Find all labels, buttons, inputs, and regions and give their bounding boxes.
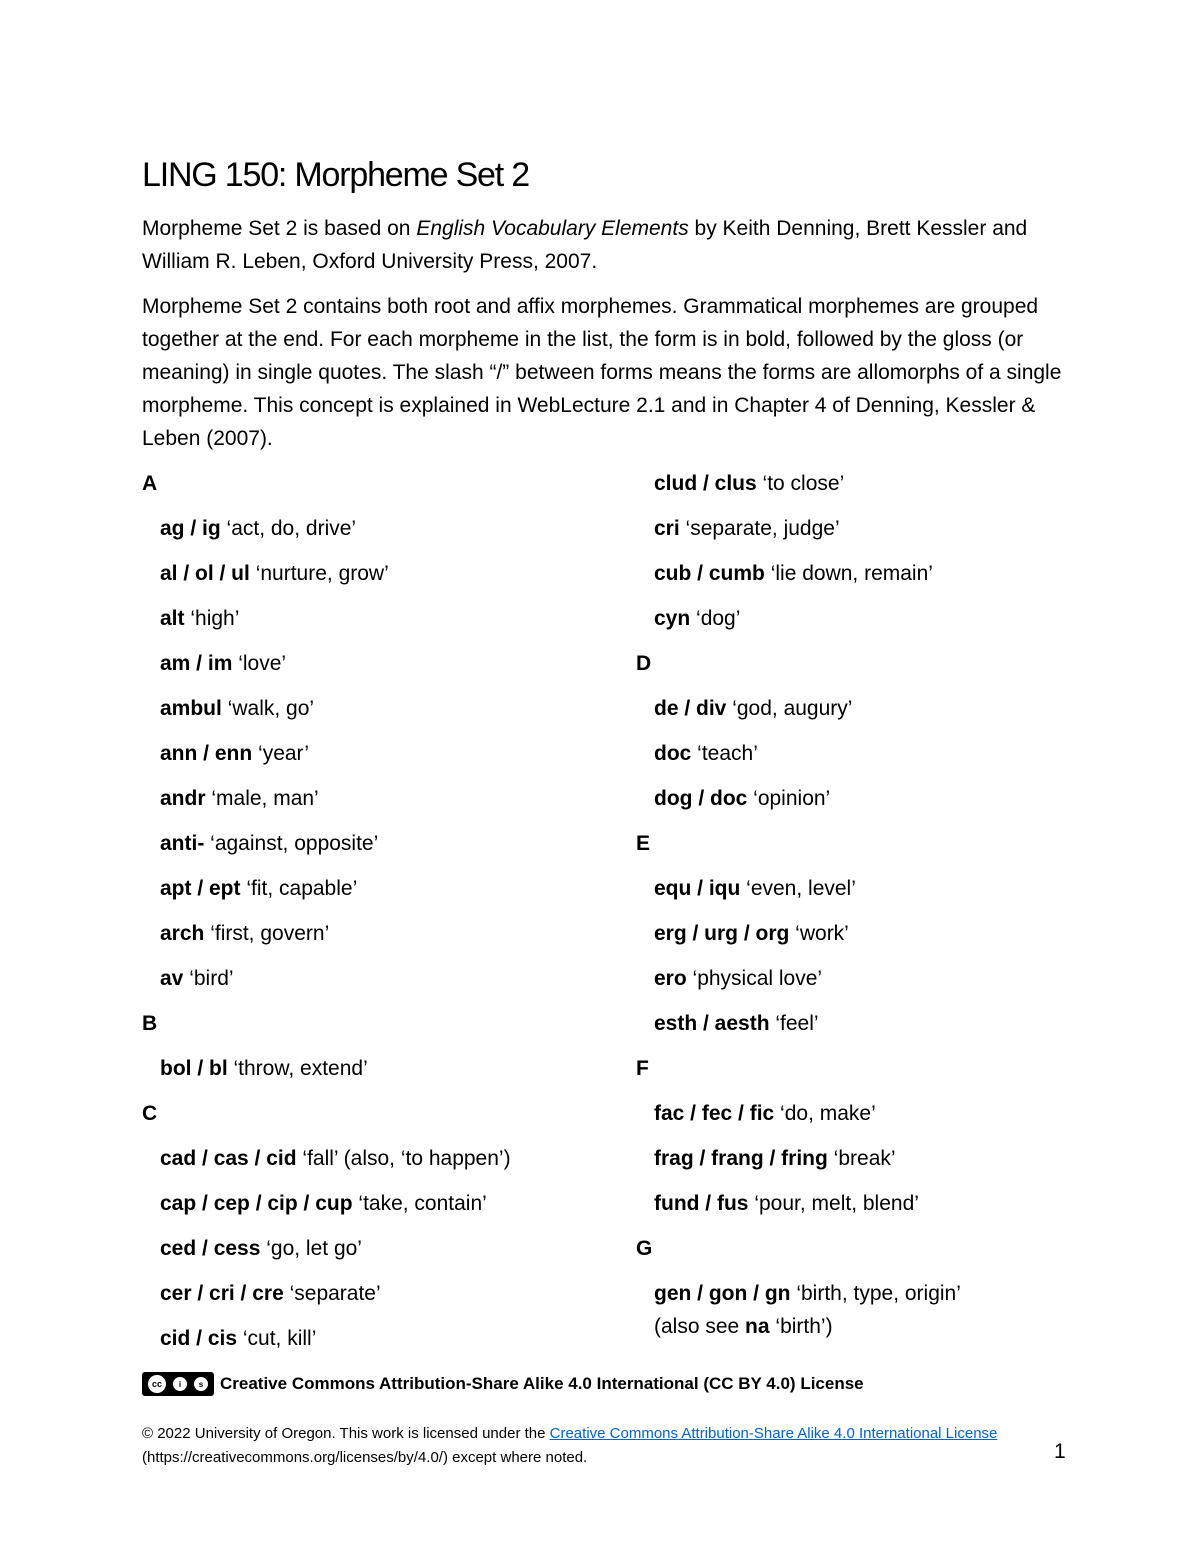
- morpheme-entry: [636, 467, 1116, 512]
- copyright-notice: © 2022 University of Oregon. This work is licensed under the Creative Commons Attribution-Share Alike 4.0 International License (https://creativecommons.org/licenses/by/4.0/) except where noted.: [142, 1425, 998, 1466]
- morpheme-entry: [142, 1187, 622, 1232]
- morpheme-entry: [142, 1052, 622, 1097]
- morpheme-list-right: [636, 467, 1116, 1343]
- morpheme-entry: [636, 1097, 1116, 1142]
- morpheme-gloss: ‘nurture, grow’: [249, 562, 389, 585]
- morpheme-gloss: ‘go, let go’: [260, 1237, 362, 1260]
- morpheme-gloss: ‘break’: [827, 1147, 896, 1170]
- morpheme-form: cub / cumb: [654, 562, 765, 585]
- morpheme-form: anti-: [160, 832, 205, 855]
- morpheme-entry: [142, 692, 622, 737]
- morpheme-note: (also see: [654, 1315, 746, 1338]
- morpheme-gloss: ‘against, opposite’: [204, 832, 379, 855]
- license-link[interactable]: Creative Commons Attribution-Share Alike 4.0 International License: [549, 1425, 998, 1442]
- morpheme-gloss: ‘to close’: [756, 472, 845, 495]
- morpheme-entry: [142, 1277, 622, 1322]
- morpheme-entry: [636, 1142, 1116, 1187]
- morpheme-gloss: ‘male, man’: [205, 787, 319, 810]
- morpheme-form: dog / doc: [654, 787, 748, 810]
- morpheme-gloss: ‘cut, kill’: [237, 1327, 317, 1350]
- morpheme-entry: [142, 872, 622, 917]
- morpheme-entry: [636, 737, 1116, 782]
- morpheme-entry: [636, 557, 1116, 602]
- morpheme-entry: [142, 602, 622, 647]
- morpheme-entry: [142, 1232, 622, 1277]
- morpheme-form: frag / frang / fring: [654, 1147, 828, 1170]
- morpheme-gloss: ‘high’: [184, 607, 240, 630]
- morpheme-gloss: ‘year’: [252, 742, 309, 765]
- section-letter: A: [142, 472, 158, 495]
- section-letter: F: [636, 1057, 649, 1080]
- morpheme-form: cap / cep / cip / cup: [160, 1192, 353, 1215]
- morpheme-entry: [636, 602, 1116, 647]
- morpheme-form: de / div: [654, 697, 727, 720]
- morpheme-form: doc: [654, 742, 692, 765]
- morpheme-gloss: ‘pour, melt, blend’: [748, 1192, 919, 1215]
- license-line: [142, 1372, 864, 1396]
- morpheme-entry: [142, 827, 622, 872]
- morpheme-gloss: ‘first, govern’: [204, 922, 330, 945]
- morpheme-entry: [142, 1142, 622, 1187]
- cc-icon: cc: [146, 1373, 168, 1395]
- morpheme-entry: [636, 1007, 1116, 1052]
- intro-paragraph-description: Morpheme Set 2 contains both root and affix morphemes. Grammatical morphemes are grouped together at the end. For each morpheme in the list, the form is in bold, followed by the gloss (or meaning) in single quotes. The slash “/” between forms means the forms are allomorphs of a single morpheme. This concept is explained in WebLecture 2.1 and in Chapter 4 of Denning, Kessler & Leben (2007).: [142, 295, 1062, 450]
- morpheme-entry: [636, 917, 1116, 962]
- intro-paragraph-source: Morpheme Set 2 is based on English Vocabulary Elements by Keith Denning, Brett Kessler and William R. Leben, Oxford University Press, 2007.: [142, 217, 1028, 273]
- share-alike-icon: s: [192, 1375, 210, 1393]
- morpheme-form: andr: [160, 787, 206, 810]
- morpheme-form: ambul: [160, 697, 222, 720]
- morpheme-note-form: na: [745, 1315, 770, 1338]
- morpheme-form: gen / gon / gn: [654, 1282, 791, 1305]
- morpheme-gloss: ‘teach’: [691, 742, 758, 765]
- morpheme-form: cri: [654, 517, 680, 540]
- morpheme-gloss: ‘separate, judge’: [679, 517, 840, 540]
- morpheme-form: cad / cas / cid: [160, 1147, 297, 1170]
- morpheme-form: cid / cis: [160, 1327, 238, 1350]
- morpheme-gloss: ‘god, augury’: [726, 697, 853, 720]
- morpheme-form: cer / cri / cre: [160, 1282, 284, 1305]
- morpheme-entry: [636, 1277, 1116, 1343]
- attribution-icon: i: [171, 1375, 189, 1393]
- morpheme-gloss: ‘even, level’: [740, 877, 856, 900]
- morpheme-entry: [142, 917, 622, 962]
- morpheme-gloss: ‘opinion’: [747, 787, 831, 810]
- morpheme-entry: [636, 1187, 1116, 1232]
- morpheme-gloss: ‘act, do, drive’: [220, 517, 357, 540]
- morpheme-entry: [142, 557, 622, 602]
- morpheme-entry: [142, 737, 622, 782]
- section-letter: D: [636, 652, 652, 675]
- morpheme-entry: [636, 962, 1116, 1007]
- morpheme-entry: [636, 872, 1116, 917]
- section-letter: E: [636, 832, 651, 855]
- morpheme-form: ero: [654, 967, 687, 990]
- morpheme-gloss: ‘birth, type, origin’: [790, 1282, 961, 1305]
- morpheme-form: clud / clus: [654, 472, 757, 495]
- page-number: 1: [1054, 1440, 1066, 1463]
- morpheme-list-left: [142, 467, 622, 1367]
- morpheme-gloss: ‘throw, extend’: [227, 1057, 368, 1080]
- morpheme-form: ann / enn: [160, 742, 253, 765]
- section-letter: B: [142, 1012, 158, 1035]
- morpheme-gloss: ‘separate’: [283, 1282, 381, 1305]
- morpheme-entry: [142, 962, 622, 1007]
- morpheme-gloss: ‘fall’ (also, ‘to happen’): [296, 1147, 511, 1170]
- morpheme-gloss: ‘lie down, remain’: [764, 562, 933, 585]
- morpheme-entry: [142, 782, 622, 827]
- book-title: English Vocabulary Elements: [416, 217, 689, 240]
- morpheme-gloss: ‘take, contain’: [352, 1192, 487, 1215]
- morpheme-form: erg / urg / org: [654, 922, 790, 945]
- morpheme-form: ced / cess: [160, 1237, 261, 1260]
- section-letter: C: [142, 1102, 158, 1125]
- morpheme-form: ag / ig: [160, 517, 221, 540]
- morpheme-gloss: ‘physical love’: [686, 967, 823, 990]
- morpheme-gloss: ‘fit, capable’: [240, 877, 358, 900]
- morpheme-gloss: ‘do, make’: [774, 1102, 876, 1125]
- morpheme-entry: [142, 647, 622, 692]
- morpheme-form: equ / iqu: [654, 877, 741, 900]
- morpheme-gloss: ‘walk, go’: [221, 697, 315, 720]
- morpheme-gloss: ‘bird’: [183, 967, 234, 990]
- morpheme-form: alt: [160, 607, 185, 630]
- morpheme-gloss: ‘feel’: [769, 1012, 819, 1035]
- page-title: LING 150: Morpheme Set 2: [142, 156, 529, 194]
- morpheme-form: bol / bl: [160, 1057, 228, 1080]
- morpheme-gloss: ‘dog’: [690, 607, 741, 630]
- morpheme-entry: [142, 512, 622, 557]
- license-text: Creative Commons Attribution-Share Alike 4.0 International (CC BY 4.0) License: [220, 1374, 864, 1393]
- morpheme-gloss: ‘work’: [789, 922, 849, 945]
- morpheme-form: apt / ept: [160, 877, 241, 900]
- cc-by-sa-badge-icon[interactable]: [142, 1372, 214, 1396]
- morpheme-form: esth / aesth: [654, 1012, 770, 1035]
- morpheme-note-gloss: ‘birth’): [769, 1315, 833, 1338]
- morpheme-form: al / ol / ul: [160, 562, 250, 585]
- morpheme-form: fac / fec / fic: [654, 1102, 775, 1125]
- section-letter: G: [636, 1237, 653, 1260]
- morpheme-form: av: [160, 967, 184, 990]
- morpheme-form: cyn: [654, 607, 691, 630]
- morpheme-entry: [142, 1322, 622, 1367]
- morpheme-form: fund / fus: [654, 1192, 749, 1215]
- morpheme-entry: [636, 512, 1116, 557]
- morpheme-form: arch: [160, 922, 205, 945]
- morpheme-entry: [636, 782, 1116, 827]
- morpheme-gloss: ‘love’: [232, 652, 287, 675]
- morpheme-form: am / im: [160, 652, 233, 675]
- morpheme-entry: [636, 692, 1116, 737]
